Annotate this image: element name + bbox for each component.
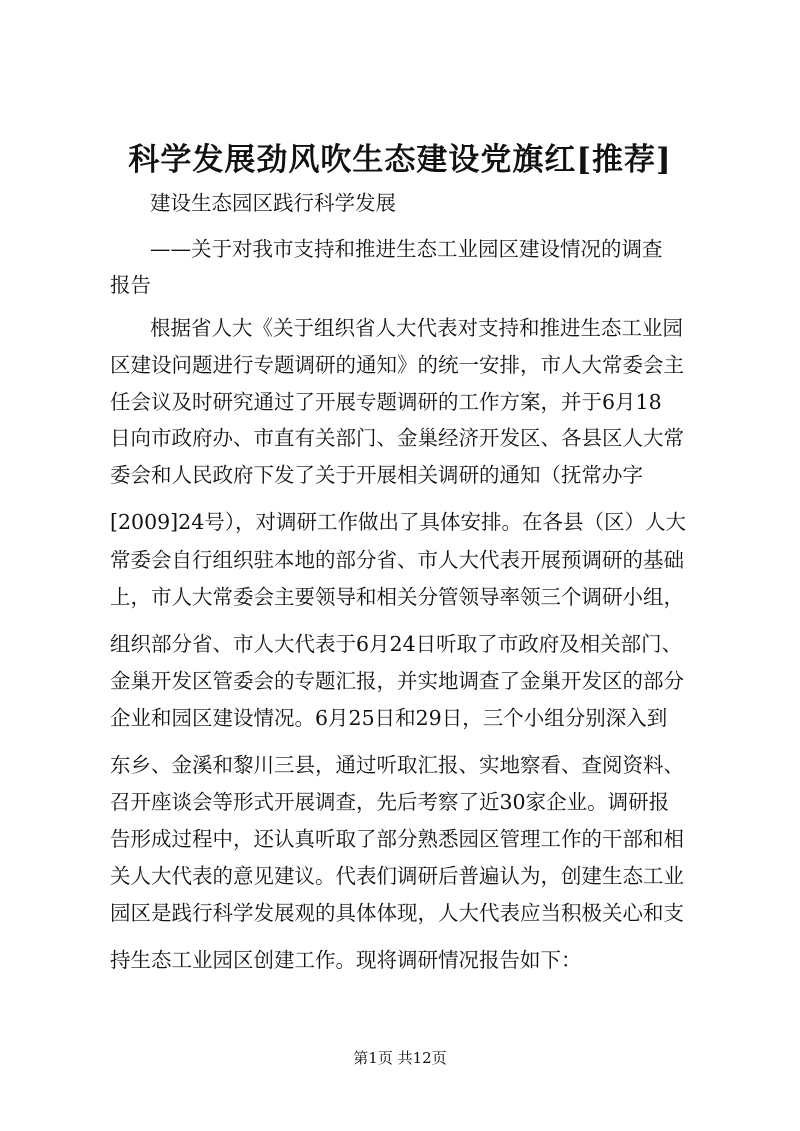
body-line: 任会议及时研究通过了开展专题调研的工作方案，并于6月18 [110, 390, 662, 414]
body-line: 日向市政府办、市直有关部门、金巢经济开发区、各县区人大常 [110, 426, 684, 450]
body-line: 企业和园区建设情况。6月25日和29日，三个小组分别深入到 [110, 706, 668, 730]
body-line: 东乡、金溪和黎川三县，通过听取汇报、实地察看、查阅资料、 [110, 753, 684, 777]
body-line: 关人大代表的意见建议。代表们调研后普遍认为，创建生态工业 [110, 864, 684, 888]
body-line: 区建设问题进行专题调研的通知》的统一安排，市人大常委会主 [110, 353, 684, 377]
body-line: 常委会自行组织驻本地的部分省、市人大代表开展预调研的基础 [110, 548, 684, 572]
body-line: 委会和人民政府下发了关于开展相关调研的通知（抚常办字 [110, 463, 643, 487]
body-line: 告形成过程中，还认真听取了部分熟悉园区管理工作的干部和相 [110, 827, 684, 851]
body-line: 持生态工业园区创建工作。现将调研情况报告如下： [110, 948, 582, 972]
subtitle: 建设生态园区践行科学发展 [150, 191, 396, 215]
page-footer: 第1页 共12页 [353, 1049, 447, 1067]
body-line: 园区是践行科学发展观的具体体现，人大代表应当积极关心和支 [110, 901, 684, 925]
subtitle-line: ——关于对我市支持和推进生态工业园区建设情况的调查 [150, 237, 663, 261]
body-line: 召开座谈会等形式开展调查，先后考察了近30家企业。调研报 [110, 790, 670, 814]
body-line: 组织部分省、市人大代表于6月24日听取了市政府及相关部门、 [110, 632, 683, 656]
subtitle-line-continued: 报告 [110, 273, 151, 297]
body-line: 根据省人大《关于组织省人大代表对支持和推进生态工业园 [150, 316, 683, 340]
body-line: 金巢开发区管委会的专题汇报，并实地调查了金巢开发区的部分 [110, 669, 684, 693]
body-line: [2009]24号），对调研工作做出了具体安排。在各县（区）人大 [110, 510, 687, 534]
body-line: 上，市人大常委会主要领导和相关分管领导率领三个调研小组， [110, 585, 684, 609]
page-title: 科学发展劲风吹生态建设党旗红[推荐] [128, 142, 672, 178]
